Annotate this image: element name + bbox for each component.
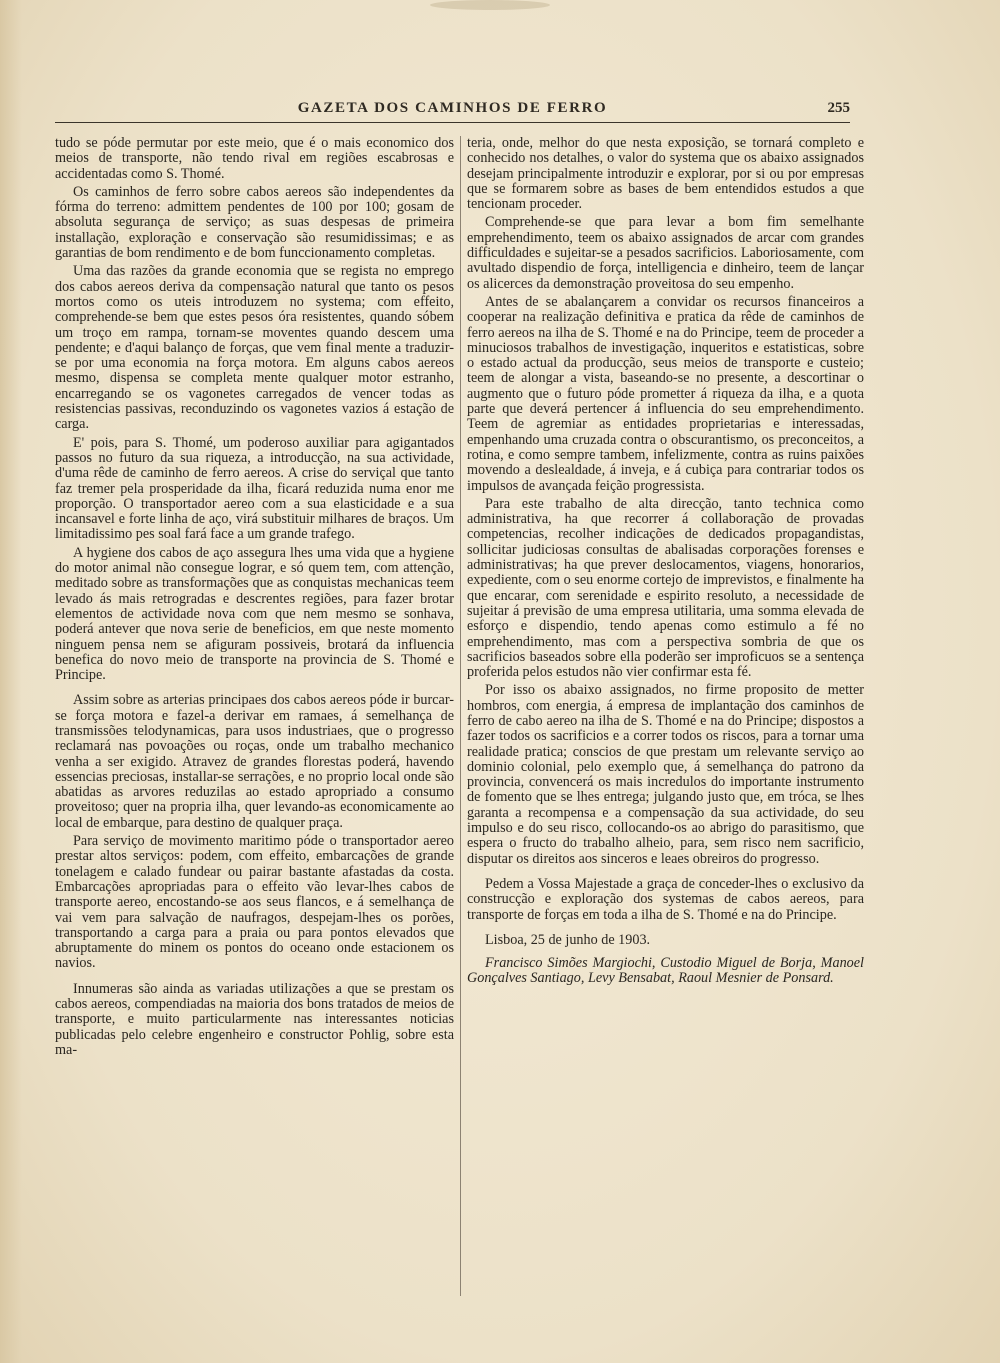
right-column [467,136,864,990]
paper-stain [430,0,550,10]
paragraph: Antes de se abalançarem a convidar os recursos financeiros a cooperar na realização definitiva e pratica da rêde de caminhos de ferro aereos na ilha de S. Thomé e na do Principe, teem de proceder a minuciosos trabalhos de investigação, inqueritos e estatisticas, sobre o estado actual da producção, seus meios de transporte e custeio; teem de alongar a vista, baseando-se no presente, a descortinar o augmento que o futuro póde prometter á riqueza da ilha, e a quota parte que deverá pertencer á influencia do seu emprehendimento. Teem de agremiar as entidades proprietarias e interessadas, empenhando uma cruzada contra o obscurantismo, os preconceitos, a rotina, e como sempre tambem, infelizmente, contra as ruins paixões movendo a deslealdade, á inveja, e á cubiça para contrariar todos os impulsos de avançada feição progressista. [467,293,864,494]
paragraph: Comprehende-se que para levar a bom fim semelhante emprehendimento, teem os abaixo assignados de arcar com grandes difficuldades e sujeitar-se a pesados sacrificios. Laboriosamente, com avultado dispendio de força, intelligencia e dinheiro, teem de lançar os alicerces da demonstração proveitosa do seu empenho. [467,214,864,292]
paragraph: A hygiene dos cabos de aço assegura lhes uma vida que a hygiene do motor animal não consegue lograr, e só quem tem, com attenção, meditado sobre as transformações que as conquistas mechanicas teem levado ás mais retrogradas e descrentes regiões, para fazer brotar elementos de actividade nova com que nem mesmo se sonhava, poderá antever que nova serie de beneficios, em que neste momento ninguem pensa nem se afiguram possiveis, brotará da influencia benefica do novo meio de transporte na provincia de S. Thomé e Principe. [55,544,454,684]
paragraph: Uma das razões da grande economia que se regista no emprego dos cabos aereos deriva da compensação natural que tanto os pesos mortos como os uteis introduzem no systema; com effeito, comprehende-se bem que estes pesos óra resistentes, quando sóbem um troço em rampa, tornam-se moventes quando descem uma pendente; e d'aqui balanço de forças, que vem final mente a traduzir-se por uma economia na força motora. Em alguns cabos aereos mesmo, dispensa se completa mente qualquer motor estranho, encarregando se os vagonetes carregados de vencer todas as resistencias passivas, reconduzindo os vagonetes vazios á estação de carga. [55,263,454,433]
page-header [55,96,850,123]
left-column [55,136,454,1061]
paragraph: Por isso os abaixo assignados, no firme proposito de metter hombros, com energia, á empresa de implantação dos caminhos de ferro de cabo aereo na ilha de S. Thomé e na do Principe; dispostos a fazer todos os sacrificios e a correr todos os riscos, para a tornar uma realidade pratica; conscios de que prestam um relevante serviço ao dominio colonial, pelo exemplo que, á semelhança do patrono da provincia, convencerá os mais incredulos do importante instrumento de fomento que se lhes entrega; julgando justo que, em tróca, se lhes garanta a recompensa e a compensação da sua actividade, do seu impulso e do seu risco, collocando-os ao abrigo do parasitismo, que espera o fructo do trabalho alheio, para, sem risco nem sacrificio, disputar os direitos aos sinceros e leaes obreiros do progresso. [467,682,864,867]
paper-edge-shadow [0,0,22,1363]
paragraph: Innumeras são ainda as variadas utilizações a que se prestam os cabos aereos, compendiadas na maioria dos bons tratados de meios de transporte, e muito particularmente nas interessantes noticias publicadas pelo celebre engenheiro e constructor Pohlig, sobre esta ma- [55,980,454,1058]
publication-title: GAZETA DOS CAMINHOS DE FERRO [297,100,608,116]
paragraph: Para este trabalho de alta direcção, tanto technica como administrativa, ha que recorrer á collaboração de provadas competencias, recolher indicações de dedicados propagandistas, sollicitar judiciosas consultas de abalisadas corporações forenses e administrativas; ha que prever deslocamentos, viagens, honorarios, expediente, com o seu enorme cortejo de imprevistos, e finalmente ha que encarar, com serenidade e espirito resoluto, a necessidade de sujeitar á previsão de uma empresa utilitaria, uma somma elevada de esforço e dispendio, tendo apenas como estimulo a fé no emprehendimento, mas com a perspectiva sombria de que os sacrificios baseados sobre ella poderão ser improficuos se a sentença proferida pelos estudos não vier confirmar esta fé. [467,495,864,681]
column-divider [460,136,461,1296]
paragraph: Os caminhos de ferro sobre cabos aereos são independentes da fórma do terreno: admittem pendentes de 100 por 100; gosam de absoluta segurança de serviço; as suas despesas de primeira installação, exploração e conservação são resumidissimas; e as garantias de bom rendimento e de bom funccionamento completas. [55,183,454,262]
paragraph: teria, onde, melhor do que nesta exposição, se tornará completo e conhecido nos detalhes, o valor do systema que os abaixo assignados desejam principalmente introduzir e explorar, por si ou por empresas que se formarem sobre as bases de bem entendidos estudos a que tencionam proceder. [467,135,864,213]
petition-paragraph: Pedem a Vossa Majestade a graça de conceder-lhes o exclusivo da construcção e exploração dos systemas de cabos aereos, para transporte de forças em toda a ilha de S. Thomé e na do Principe. [467,875,864,923]
signatories: Francisco Simões Margiochi, Custodio Miguel de Borja, Manoel Gonçalves Santiago, Levy Bensabat, Raoul Mesnier de Ponsard. [467,955,864,987]
page-number: 255 [827,100,850,116]
paragraph: Assim sobre as arterias principaes dos cabos aereos póde ir burcar-se força motora e fazel-a derivar em ramaes, á semelhança de transmissões telodynamicas, para usos industriaes, que o progresso reclamará nas povoações ou roças, onde um trabalho mechanico venha a ser exigido. Atravez de grandes florestas poderá, havendo essencias preciosas, installar-se serrações, e no proprio local onde são abatidas as arvores reduzilas ao estado apropriado a consumo proveitoso; quer na propria ilha, quer levando-as economicamente ao local de embarque, para destino de qualquer praça. [55,692,454,831]
paragraph: tudo se póde permutar por este meio, que é o mais economico dos meios de transporte, não tendo rival em regiões escabrosas e accidentadas como S. Thomé. [55,135,454,182]
date-line: Lisboa, 25 de junho de 1903. [485,931,651,948]
paragraph: E' pois, para S. Thomé, um poderoso auxiliar para agigantados passos no futuro da sua riqueza, a introducção, na sua actividade, d'uma rêde de caminho de ferro aereos. A crise do serviçal que tanto faz tremer pela prosperidade da ilha, ficará reduzida numa enor me proporção. O transportador aereo com a sua elasticidade e a sua incansavel e forte linha de aço, virá substituir milhares de braços. Um limitadissimo pes soal fará face a um grande trafego. [55,434,454,543]
paragraph: Para serviço de movimento maritimo póde o transportador aereo prestar altos serviços: podem, com effeito, embarcações de grande tonelagem e calado fundear ou pairar bastante afastadas da costa. Embarcações apropriadas para o effeito vão levar-lhes cabos de transporte aereo, encostando-se aos seus flancos, e á semelhança de vai vem para salvação de naufragos, despejam-lhes os porões, transportando a carga para a praia ou para pontos elevados que abruptamente do minem os pontos do oceano onde estacionem os navios. [55,833,454,972]
